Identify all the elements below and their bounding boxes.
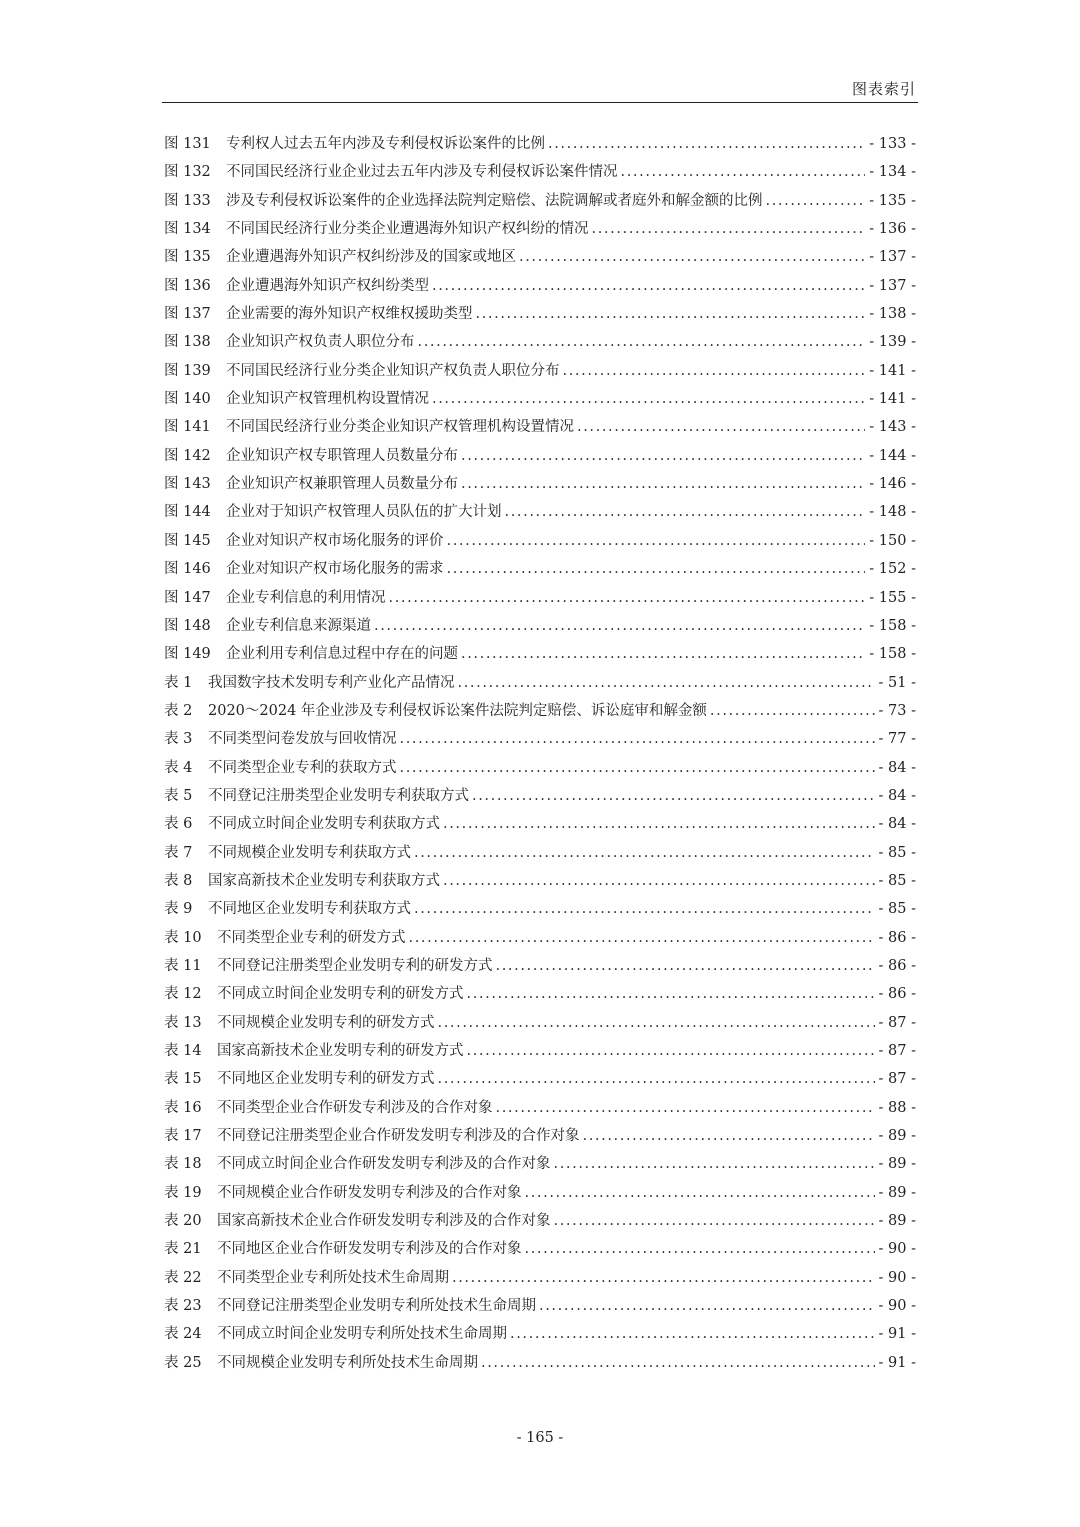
dot-leader <box>467 986 875 1002</box>
entry-label: 图 138 <box>164 334 211 351</box>
toc-entry[interactable] <box>164 897 916 925</box>
dot-leader <box>432 278 865 294</box>
entry-title: 不同登记注册类型企业发明专利所处技术生命周期 <box>217 1298 536 1315</box>
entry-label: 表 11 <box>164 957 202 974</box>
dot-leader <box>525 1185 875 1201</box>
dot-leader <box>374 618 865 634</box>
dot-leader <box>519 249 865 265</box>
dot-leader <box>496 1100 875 1116</box>
entry-title: 企业利用专利信息过程中存在的问题 <box>226 646 458 663</box>
entry-title: 不同地区企业发明专利获取方式 <box>208 901 411 918</box>
entry-label: 表 22 <box>164 1269 202 1286</box>
dot-leader <box>505 504 866 520</box>
entry-title: 涉及专利侵权诉讼案件的企业选择法院判定赔偿、法院调解或者庭外和解金额的比例 <box>226 192 763 209</box>
header-title: 图表索引 <box>851 80 916 98</box>
entry-label: 表 24 <box>164 1326 202 1343</box>
entry-title: 不同规模企业发明专利获取方式 <box>208 844 411 861</box>
dot-leader <box>400 731 875 747</box>
entry-page: - 84 - <box>878 816 916 833</box>
entry-page: - 135 - <box>869 192 916 209</box>
toc-entry[interactable] <box>164 926 916 954</box>
toc-entry[interactable] <box>164 500 916 528</box>
entry-label: 表 18 <box>164 1156 202 1173</box>
entry-title: 企业需要的海外知识产权维权援助类型 <box>226 306 473 323</box>
dot-leader <box>443 873 875 889</box>
dot-leader <box>548 136 865 152</box>
dot-leader <box>447 533 866 549</box>
toc-entry[interactable] <box>164 841 916 869</box>
entry-label: 表 7 <box>164 844 193 861</box>
entry-label: 表 15 <box>164 1071 202 1088</box>
figure-table-index <box>164 132 916 1379</box>
entry-label: 图 132 <box>164 164 211 181</box>
toc-entry[interactable] <box>164 1067 916 1095</box>
dot-leader <box>467 1043 875 1059</box>
entry-label: 图 145 <box>164 532 211 549</box>
entry-title: 不同国民经济行业分类企业遭遇海外知识产权纠纷的情况 <box>226 221 589 238</box>
toc-entry[interactable] <box>164 727 916 755</box>
toc-entry[interactable] <box>164 557 916 585</box>
toc-entry[interactable] <box>164 302 916 330</box>
toc-entry[interactable] <box>164 1011 916 1039</box>
entry-label: 表 20 <box>164 1213 202 1230</box>
entry-title: 不同国民经济行业企业过去五年内涉及专利侵权诉讼案件情况 <box>226 164 618 181</box>
page-number: - 165 - <box>516 1430 564 1446</box>
entry-label: 图 142 <box>164 447 211 464</box>
entry-label: 图 146 <box>164 561 211 578</box>
entry-page: - 141 - <box>869 391 916 408</box>
entry-title: 不同登记注册类型企业发明专利获取方式 <box>208 787 469 804</box>
entry-label: 图 136 <box>164 277 211 294</box>
entry-label: 表 1 <box>164 674 193 691</box>
dot-leader <box>409 930 875 946</box>
entry-label: 表 19 <box>164 1184 202 1201</box>
toc-entry[interactable] <box>164 784 916 812</box>
entry-page: - 141 - <box>869 362 916 379</box>
entry-page: - 85 - <box>878 844 916 861</box>
entry-label: 表 16 <box>164 1099 202 1116</box>
entry-label: 表 8 <box>164 872 193 889</box>
entry-label: 图 143 <box>164 476 211 493</box>
entry-page: - 91 - <box>878 1326 916 1343</box>
entry-title: 企业对于知识产权管理人员队伍的扩大计划 <box>226 504 502 521</box>
entry-title: 不同地区企业发明专利的研发方式 <box>217 1071 435 1088</box>
entry-title: 企业专利信息来源渠道 <box>226 617 371 634</box>
entry-page: - 136 - <box>869 221 916 238</box>
entry-page: - 158 - <box>869 617 916 634</box>
entry-label: 图 149 <box>164 646 211 663</box>
entry-title: 不同类型问卷发放与回收情况 <box>208 731 397 748</box>
toc-entry[interactable] <box>164 472 916 500</box>
toc-entry[interactable] <box>164 1181 916 1209</box>
toc-entry[interactable] <box>164 954 916 982</box>
dot-leader <box>461 646 865 662</box>
entry-title: 企业对知识产权市场化服务的评价 <box>226 532 444 549</box>
entry-title: 不同类型企业合作研发专利涉及的合作对象 <box>217 1099 493 1116</box>
entry-page: - 146 - <box>869 476 916 493</box>
entry-page: - 86 - <box>878 929 916 946</box>
dot-leader <box>577 419 865 435</box>
entry-label: 表 6 <box>164 816 193 833</box>
entry-page: - 89 - <box>878 1184 916 1201</box>
entry-title: 企业知识产权管理机构设置情况 <box>226 391 429 408</box>
entry-title: 国家高新技术企业合作研发发明专利涉及的合作对象 <box>217 1213 551 1230</box>
dot-leader <box>452 1270 875 1286</box>
entry-label: 表 21 <box>164 1241 202 1258</box>
toc-entry[interactable] <box>164 642 916 670</box>
entry-title: 2020～2024 年企业涉及专利侵权诉讼案件法院判定赔偿、诉讼庭审和解金额 <box>208 702 707 719</box>
entry-title: 不同地区企业合作研发发明专利涉及的合作对象 <box>217 1241 522 1258</box>
entry-title: 专利权人过去五年内涉及专利侵权诉讼案件的比例 <box>226 136 545 152</box>
entry-title: 不同成立时间企业发明专利获取方式 <box>208 816 440 833</box>
toc-entry[interactable] <box>164 359 916 387</box>
entry-page: - 133 - <box>869 136 916 152</box>
entry-page: - 90 - <box>878 1269 916 1286</box>
entry-label: 表 10 <box>164 929 202 946</box>
dot-leader <box>447 561 866 577</box>
entry-label: 表 17 <box>164 1128 202 1145</box>
dot-leader <box>554 1156 875 1172</box>
entry-label: 图 137 <box>164 306 211 323</box>
toc-entry[interactable] <box>164 1322 916 1350</box>
toc-entry[interactable] <box>164 586 916 614</box>
toc-entry[interactable] <box>164 387 916 415</box>
entry-page: - 138 - <box>869 306 916 323</box>
entry-label: 表 2 <box>164 702 193 719</box>
entry-label: 表 9 <box>164 901 193 918</box>
entry-title: 不同类型企业专利所处技术生命周期 <box>217 1269 449 1286</box>
entry-label: 图 134 <box>164 221 211 238</box>
entry-page: - 155 - <box>869 589 916 606</box>
toc-entry[interactable] <box>164 756 916 784</box>
entry-page: - 134 - <box>869 164 916 181</box>
entry-page: - 51 - <box>878 674 916 691</box>
entry-page: - 152 - <box>869 561 916 578</box>
entry-label: 表 13 <box>164 1014 202 1031</box>
dot-leader <box>563 363 866 379</box>
entry-title: 企业专利信息的利用情况 <box>226 589 386 606</box>
entry-page: - 87 - <box>878 1014 916 1031</box>
dot-leader <box>438 1071 875 1087</box>
entry-page: - 150 - <box>869 532 916 549</box>
entry-page: - 85 - <box>878 901 916 918</box>
entry-page: - 139 - <box>869 334 916 351</box>
entry-title: 企业对知识产权市场化服务的需求 <box>226 561 444 578</box>
entry-label: 图 144 <box>164 504 211 521</box>
entry-page: - 158 - <box>869 646 916 663</box>
entry-title: 不同登记注册类型企业合作研发发明专利涉及的合作对象 <box>217 1128 580 1145</box>
dot-leader <box>539 1298 875 1314</box>
entry-label: 表 23 <box>164 1298 202 1315</box>
entry-title: 我国数字技术发明专利产业化产品情况 <box>208 674 455 691</box>
entry-title: 不同国民经济行业分类企业知识产权负责人职位分布 <box>226 362 560 379</box>
entry-title: 企业遭遇海外知识产权纠纷类型 <box>226 277 429 294</box>
toc-entry[interactable] <box>164 812 916 840</box>
toc-entry[interactable] <box>164 132 916 160</box>
entry-page: - 89 - <box>878 1128 916 1145</box>
dot-leader <box>432 391 865 407</box>
dot-leader <box>389 590 866 606</box>
entry-label: 图 141 <box>164 419 211 436</box>
toc-entry[interactable] <box>164 1209 916 1237</box>
entry-title: 企业知识产权专职管理人员数量分布 <box>226 447 458 464</box>
toc-entry[interactable] <box>164 1152 916 1180</box>
entry-title: 不同成立时间企业合作研发发明专利涉及的合作对象 <box>217 1156 551 1173</box>
dot-leader <box>496 958 875 974</box>
entry-title: 国家高新技术企业发明专利的研发方式 <box>217 1043 464 1059</box>
dot-leader <box>414 845 875 861</box>
entry-label: 图 133 <box>164 192 211 209</box>
toc-entry[interactable] <box>164 330 916 358</box>
toc-entry[interactable] <box>164 217 916 245</box>
dot-leader <box>554 1213 875 1229</box>
entry-page: - 77 - <box>878 731 916 748</box>
entry-page: - 89 - <box>878 1156 916 1173</box>
toc-entry[interactable] <box>164 1237 916 1265</box>
dot-leader <box>766 193 866 209</box>
entry-page: - 91 - <box>878 1354 916 1371</box>
entry-label: 图 148 <box>164 617 211 634</box>
entry-label: 表 12 <box>164 986 202 1003</box>
toc-entry[interactable] <box>164 274 916 302</box>
entry-page: - 137 - <box>869 277 916 294</box>
toc-entry[interactable] <box>164 1039 916 1067</box>
dot-leader <box>461 448 865 464</box>
toc-entry[interactable] <box>164 1266 916 1294</box>
toc-entry[interactable] <box>164 1124 916 1152</box>
entry-title: 企业知识产权负责人职位分布 <box>226 334 415 351</box>
entry-title: 不同类型企业专利的研发方式 <box>217 929 406 946</box>
entry-title: 不同成立时间企业发明专利所处技术生命周期 <box>217 1326 507 1343</box>
toc-entry[interactable] <box>164 1096 916 1124</box>
entry-page: - 148 - <box>869 504 916 521</box>
dot-leader <box>438 1015 875 1031</box>
entry-page: - 88 - <box>878 1099 916 1116</box>
toc-entry[interactable] <box>164 1351 916 1379</box>
entry-title: 不同登记注册类型企业发明专利的研发方式 <box>217 957 493 974</box>
dot-leader <box>525 1241 875 1257</box>
dot-leader <box>418 334 866 350</box>
entry-page: - 89 - <box>878 1213 916 1230</box>
entry-page: - 73 - <box>878 702 916 719</box>
toc-entry[interactable] <box>164 1294 916 1322</box>
dot-leader <box>400 760 875 776</box>
entry-title: 不同类型企业专利的获取方式 <box>208 759 397 776</box>
entry-page: - 84 - <box>878 787 916 804</box>
entry-page: - 84 - <box>878 759 916 776</box>
entry-label: 图 135 <box>164 249 211 266</box>
page-header <box>162 74 918 103</box>
toc-entry[interactable] <box>164 869 916 897</box>
dot-leader <box>414 901 875 917</box>
entry-page: - 87 - <box>878 1071 916 1088</box>
toc-entry[interactable] <box>164 245 916 273</box>
entry-title: 不同规模企业合作研发发明专利涉及的合作对象 <box>217 1184 522 1201</box>
dot-leader <box>583 1128 875 1144</box>
entry-label: 图 131 <box>164 136 211 152</box>
toc-entry[interactable] <box>164 160 916 188</box>
entry-page: - 86 - <box>878 957 916 974</box>
entry-page: - 137 - <box>869 249 916 266</box>
entry-page: - 90 - <box>878 1298 916 1315</box>
entry-label: 图 140 <box>164 391 211 408</box>
dot-leader <box>592 221 866 237</box>
dot-leader <box>443 816 875 832</box>
entry-title: 企业遭遇海外知识产权纠纷涉及的国家或地区 <box>226 249 516 266</box>
entry-label: 表 4 <box>164 759 193 776</box>
dot-leader <box>621 164 866 180</box>
entry-title: 企业知识产权兼职管理人员数量分布 <box>226 476 458 493</box>
toc-entry[interactable] <box>164 444 916 472</box>
entry-label: 图 139 <box>164 362 211 379</box>
dot-leader <box>461 476 865 492</box>
entry-label: 表 14 <box>164 1043 202 1059</box>
entry-title: 不同国民经济行业分类企业知识产权管理机构设置情况 <box>226 419 574 436</box>
entry-title: 国家高新技术企业发明专利获取方式 <box>208 872 440 889</box>
toc-entry[interactable] <box>164 982 916 1010</box>
dot-leader <box>458 675 875 691</box>
entry-page: - 87 - <box>878 1043 916 1059</box>
entry-title: 不同规模企业发明专利的研发方式 <box>217 1014 435 1031</box>
dot-leader <box>710 703 875 719</box>
dot-leader <box>476 306 866 322</box>
dot-leader <box>510 1326 875 1342</box>
entry-page: - 85 - <box>878 872 916 889</box>
dot-leader <box>481 1355 875 1371</box>
entry-label: 表 5 <box>164 787 193 804</box>
toc-entry[interactable] <box>164 614 916 642</box>
entry-title: 不同成立时间企业发明专利的研发方式 <box>217 986 464 1003</box>
toc-entry[interactable] <box>164 415 916 443</box>
entry-label: 图 147 <box>164 589 211 606</box>
toc-entry[interactable] <box>164 671 916 699</box>
dot-leader <box>472 788 875 804</box>
entry-title: 不同规模企业发明专利所处技术生命周期 <box>217 1354 478 1371</box>
entry-page: - 143 - <box>869 419 916 436</box>
entry-page: - 90 - <box>878 1241 916 1258</box>
entry-label: 表 3 <box>164 731 193 748</box>
entry-page: - 144 - <box>869 447 916 464</box>
toc-entry[interactable] <box>164 699 916 727</box>
entry-label: 表 25 <box>164 1354 202 1371</box>
toc-entry[interactable] <box>164 189 916 217</box>
entry-page: - 86 - <box>878 986 916 1003</box>
toc-entry[interactable] <box>164 529 916 557</box>
